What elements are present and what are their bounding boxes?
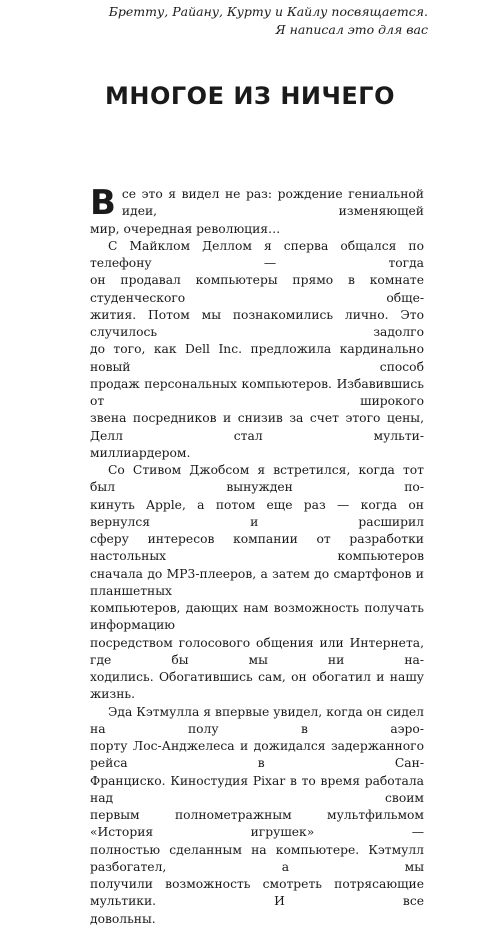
drop-cap: В	[90, 183, 116, 223]
text-line: он продавал компьютеры прямо в комнате студенческого обще-	[90, 273, 424, 305]
text-line: получили возможность смотреть потрясающие мультики. И все	[90, 877, 424, 909]
text-line: посредством голосового общения или Интернета, где бы мы ни на-	[90, 635, 424, 667]
text-line: звена посредников и снизив за счет этого цены, Делл стал мульти-	[90, 411, 424, 443]
chapter-title: МНОГОЕ ИЗ НИЧЕГО	[105, 82, 395, 110]
body-text	[90, 183, 424, 928]
text-line: порту Лос-Анджелеса и дожидался задержанного рейса в Сан-	[90, 739, 424, 771]
text-line: жития. Потом мы познакомились лично. Это случилось задолго	[90, 307, 424, 339]
text-line: кинуть Apple, а потом еще раз — когда он вернулся и расширил	[90, 497, 424, 529]
text-line: продаж персональных компьютеров. Избавившись от широкого	[90, 376, 424, 408]
paragraph-4	[90, 704, 424, 928]
text-line: С Майклом Деллом я сперва общался по телефону — тогда	[90, 238, 424, 270]
text-line: сферу интересов компании от разработки настольных компьютеров	[90, 532, 424, 564]
text-line: сначала до МР3-плееров, а затем до смартфонов и планшетных	[90, 566, 424, 598]
text-line: до того, как Dell Inc. предложила кардинально новый способ	[90, 342, 424, 374]
text-line: мир, очередная революция…	[90, 221, 281, 236]
dedication-line-1: Бретту, Райану, Курту и Кайлу посвящается.	[108, 4, 428, 19]
text-line: ходились. Обогатившись сам, он обогатил и нашу жизнь.	[90, 670, 424, 702]
text-line: миллиардером.	[90, 445, 191, 460]
text-line: се это я видел не раз: рождение гениальной идеи, изменяющей	[121, 187, 424, 219]
paragraph-1	[90, 183, 424, 238]
text-line: полностью сделанным на компьютере. Кэтмулл разбогател, а мы	[90, 842, 424, 874]
paragraph-2	[90, 238, 424, 462]
text-line: первым полнометражным мультфильмом «История игрушек» —	[90, 808, 424, 840]
text-line: Франциско. Киностудия Pixar в то время работала над своим	[90, 773, 424, 805]
text-line: Со Стивом Джобсом я встретился, когда тот был вынужден по-	[90, 463, 424, 495]
dedication-line-2: Я написал это для вас	[275, 22, 428, 37]
text-line: довольны.	[90, 911, 156, 926]
text-line: компьютеров, дающих нам возможность получать информацию	[90, 601, 424, 633]
text-line: Эда Кэтмулла я впервые увидел, когда он сидел на полу в аэро-	[90, 704, 424, 736]
paragraph-3	[90, 462, 424, 704]
dedication	[48, 3, 428, 39]
